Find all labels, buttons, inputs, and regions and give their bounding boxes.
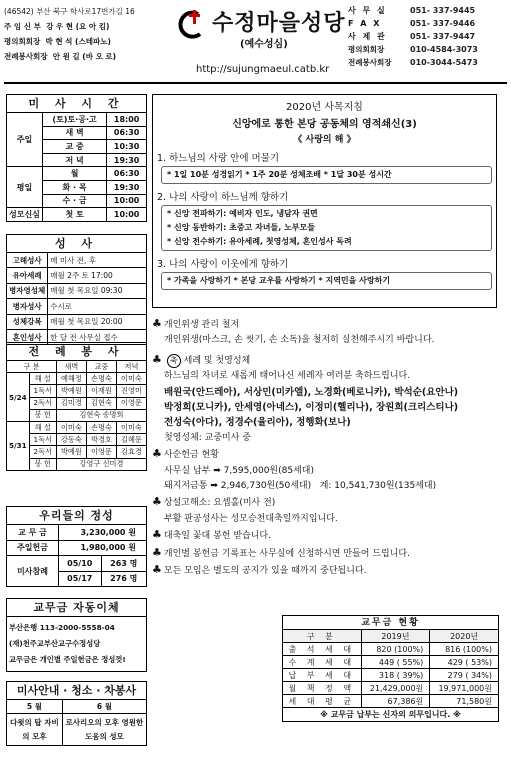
council-president-row: 평의회회장 박 현 석 (스테파노) [4,37,111,46]
mass-times-section [6,94,147,222]
mass-times-heading: 미 사 시 간 [6,94,147,112]
table-row: 고해성사 매 미사 전, 후 [7,253,147,268]
clergy-info [4,4,172,64]
club-icon: ♣ [152,495,162,509]
status-table: 구 분 2019년 2020년 출 석 세 대 820 (100%) 816 (100%) 수 계 세 대 449 ( 55%) 429 ( 53%) 납 부 세 대 318 ( 39%) 279 ( 34%) 월 책 정 액 21,429,000원 19,971,000원 세 대 평 균 67,386원 71,580원 [282,629,499,708]
parish-website-link[interactable]: http://sujungmaeul.catb.kr [196,64,330,75]
baptism-names: 배원국(안드레아), 서상민(미카엘), 노경화(베로니카), 박석순(요안나) [164,386,459,398]
contact-office: 사 무 실 051- 337-9445 [348,6,476,15]
club-icon: ♣ [152,563,162,577]
notice-hygiene-body: 개인위생(마스크, 손 씻기, 손 소독)을 철저히 실천해주시기 바랍니다. [164,335,435,346]
baptism-body: 하느님의 자녀로 새롭게 태어나신 세례자 여러분 축하드립니다. [164,371,411,382]
guideline-box: * 1일 10분 성경읽기 * 1주 20분 성체조배 * 1달 30분 성시간 [161,166,492,184]
parish-title: 수정마을성당 [212,11,346,36]
notice-lent-offering: ♣ 사순헌금 현황 [152,447,219,461]
table-row: 병자영성체 매월 첫 목요일 09:30 [7,283,147,298]
guideline-item: 3. 나의 사랑이 이웃에게 향하기 [157,259,289,270]
offering-office: 사무실 납부 ➡ 7,595,000원(85세대) [164,465,314,476]
table-row: 수 계 세 대 449 ( 55%) 429 ( 53%) [283,656,499,669]
status-footer: ※ 교무금 납부는 신자의 의무입니다. ※ [282,708,499,722]
guideline-box: * 가족을 사랑하기 * 본당 교우를 사랑하기 * 지역민을 사랑하기 [161,272,492,290]
baptism-names: 전성숙(아다), 정경수(율리아), 정행화(보나) [164,417,351,429]
mass-group-marian: 성모신심 [7,208,43,222]
pastor-row: 주 임 신 부 강 우 현 (요 아 킴) [4,22,110,31]
table-row: 월 책 정 액 21,429,000원 19,971,000원 [283,682,499,695]
liturgy-head-row: 전례봉사회장 안 원 길 (바 오 로) [4,52,117,61]
sacraments-table [6,252,147,345]
cleaning-heading: 미사안내 · 청소 · 차봉사 [6,681,147,699]
offering-section [6,506,147,587]
parish-logo-icon [176,8,206,40]
club-icon: ♣ [152,447,162,461]
liturgy-service-table: 구 분 새벽 교중 저녁 5/24 해 설 예해정 손명숙 이미숙 1독서 박예원 이재원 진영미 2독서 김미경 김현숙 이영문 봉 헌 김현숙 송명희 5/31 해 설 이미숙 손명숙 이미숙 1독서 강동숙 박경호 김혜문 2독서 박예원 이영문 김효경 봉 헌 강영구 신미경 [6,360,147,471]
notices-section [152,316,502,580]
notice-flowers: ♣ 대축일 꽃대 봉헌 받습니다. [152,528,271,542]
contact-liturgy: 전례봉사회장 010-3044-5473 [348,58,478,67]
table-row: 혼인성사 한 달 전 사무실 접수 [7,329,147,344]
liturgy-service-heading: 전 례 봉 사 [6,342,147,360]
guideline-box: * 신앙 전파하기: 예비자 인도, 냉담자 권면 * 신앙 동반하기: 초중고 자녀들, 노부모들 * 신앙 전수하기: 유아세례, 첫영성체, 혼인성사 독려 [161,205,492,251]
contact-rectory: 사 제 관 051- 337-9447 [348,32,476,41]
baptism-names: 박정희(모니카), 안세영(아네스), 이정미(헬리나), 장원희(크리스티나) [164,402,459,414]
guideline-item: 2. 나의 사랑이 하느님께 향하기 [157,192,289,203]
club-icon: ♣ [152,352,162,366]
account-holder: (재)천주교부산교구수정성당 [9,639,101,648]
notice-confession: ♣ 상설고해소: 요셉홀(미사 전) [152,495,276,509]
guideline-item: 1. 하느님의 사랑 안에 머물기 [157,153,280,164]
confession-body: 부활 판공성사는 성모승천대축일까지입니다. [164,513,338,524]
mass-group-weekday: 평일 [7,167,43,208]
parish-address: (46542) 부산 북구 학사로17번가길 16 [4,7,135,16]
table-row: 병자성사 수시로 [7,299,147,314]
offering-heading: 우리들의 정성 [6,506,147,524]
auto-transfer-info [6,616,147,672]
pastoral-guidelines-box [152,94,497,308]
club-icon: ♣ [152,545,162,559]
church-due-status [282,615,499,722]
auto-transfer-section [6,598,147,672]
club-icon: ♣ [152,317,162,330]
table-row: 출 석 세 대 820 (100%) 816 (100%) [283,643,499,656]
table-row: 세 대 평 균 67,386원 71,580원 [283,695,499,708]
notice-meetings: ♣ 모든 모임은 별도의 공지가 있을 때까지 중단됩니다. [152,563,367,577]
offering-total: 계: 10,541,730원(135세대) [319,481,437,492]
first-communion: 첫영성체: 교중미사 중 [164,432,252,443]
offering-piggybank: 돼지저금통 ➡ 2,946,730원(50세대) 계: 10,541,730원(135세대) [164,481,437,492]
table-row: 유아세례 매월 2주 토 17:00 [7,268,147,283]
bulletin-header [4,4,507,84]
week-date: 5/31 [7,421,30,470]
notice-hygiene: ♣ 개인위생 관리 철저 [152,317,240,330]
notice-baptism: ♣ 축 세례 및 첫영성체 [152,352,251,366]
contact-fax: F A X 051- 337-9446 [348,19,476,28]
sacraments-section [6,234,147,345]
status-heading: 교무금 현황 [282,615,499,629]
liturgy-service-section [6,342,147,471]
celebration-icon: 축 [167,354,181,368]
offering-table: 교 무 금 3,230,000 원 주일헌금 1,980,000 원 미사참례 05/10 263 명 05/17 276 명 [6,524,147,587]
mass-group-sunday: 주일 [7,113,43,167]
bank-account: 부산은행 113-2000-5558-04 [9,623,115,632]
notice-records: ♣ 개인별 봉헌금 기록표는 사무실에 신청하시면 만들어 드립니다. [152,545,410,559]
mass-times-table: 주일 (토)토·공·고 18:00 새 벽 06:30 교 중 10:30 저 녁 19:30 평일 월 06:30 화 · 목 19:30 수 · 금 10:00 성모신심 첫 토 10:00 [6,112,147,222]
contact-info [348,4,507,69]
parish-subtitle: (예수성심) [240,39,288,50]
cleaning-table: 5 월 6 월 다윗의 탑 자비의 모후 로사리오의 모후 영원한 도움의 성모 [6,699,147,746]
table-row: 납 부 세 대 318 ( 39%) 279 ( 34%) [283,669,499,682]
sacraments-heading: 성 사 [6,234,147,252]
table-row: 성체강복 매월 첫 목요일 20:00 [7,314,147,329]
guidelines-theme: 《 사랑의 해 》 [293,135,356,145]
transfer-note: 교무금은 개인별 주일헌금은 정성껏! [9,655,126,664]
guidelines-title: 2020년 사목지침 [286,102,363,113]
auto-transfer-heading: 교무금 자동이체 [6,598,147,616]
guidelines-subtitle: 신앙에로 통한 본당 공동체의 영적쇄신(3) [232,119,417,130]
week-date: 5/24 [7,373,30,422]
club-icon: ♣ [152,528,162,542]
cleaning-section [6,681,147,746]
contact-council: 평의회회장 010-4584-3073 [348,45,478,54]
